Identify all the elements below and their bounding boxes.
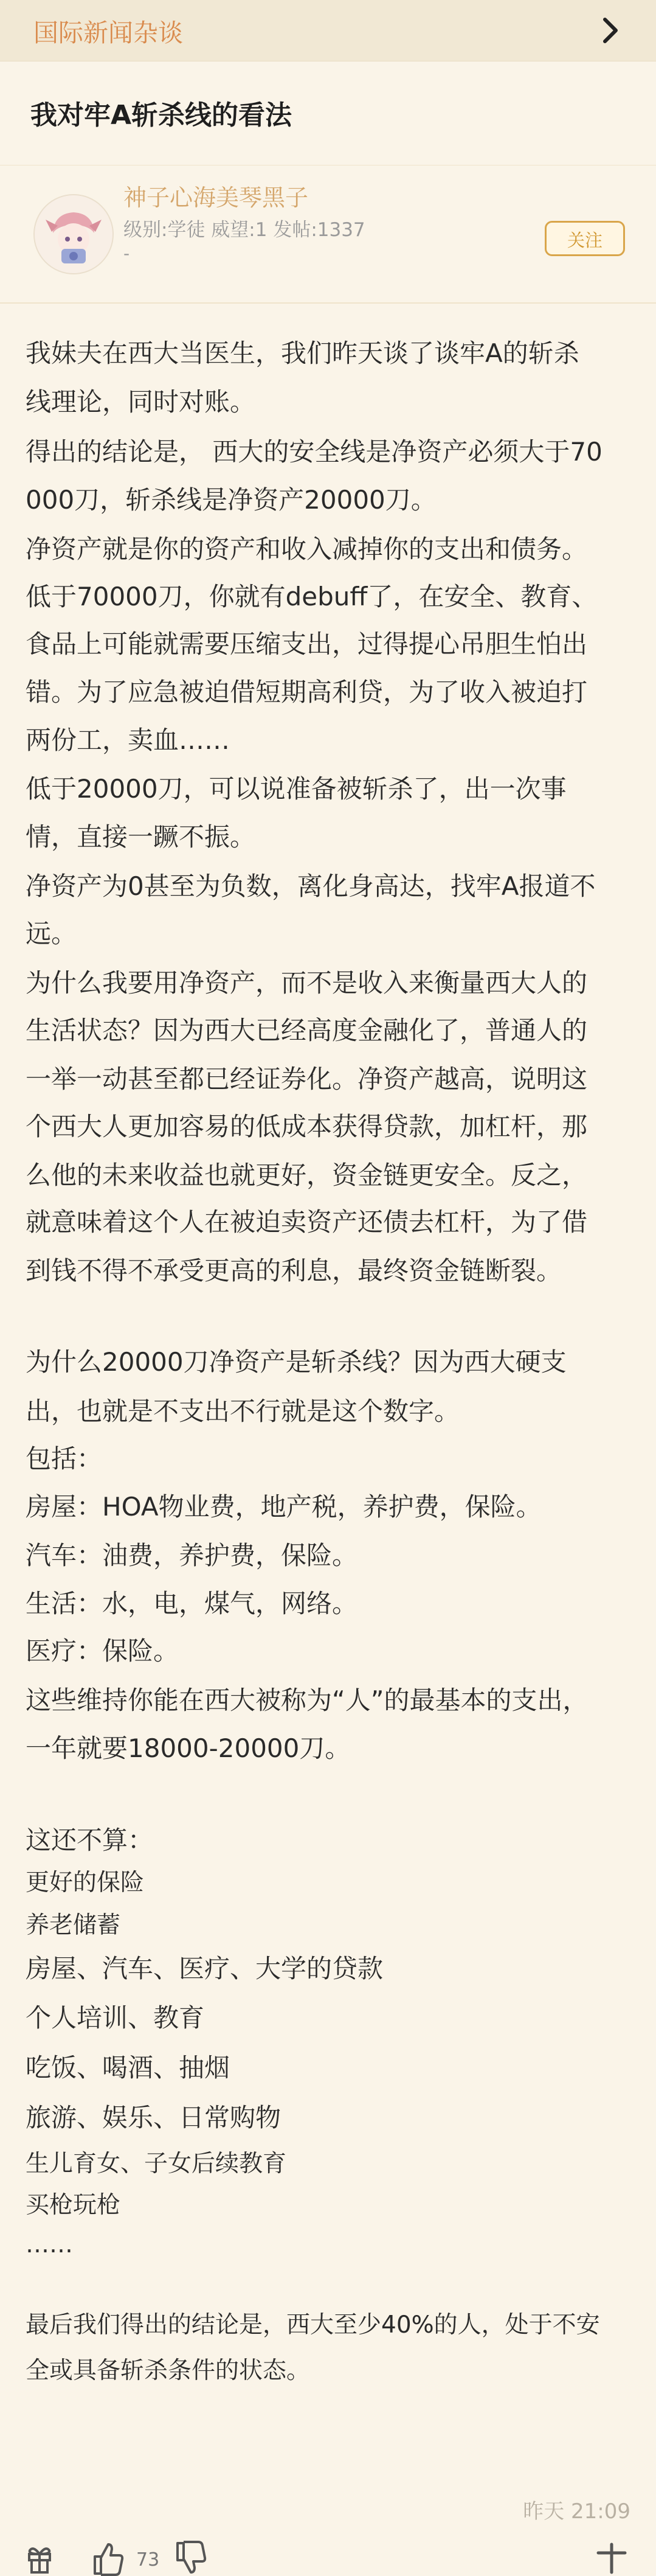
body-line: …… — [26, 2231, 73, 2258]
body-line: 全或具备斩杀条件的状态。 — [26, 2357, 311, 2384]
body-line: 一举一动甚至都已经证券化。净资产越高，说明这 — [26, 1064, 588, 1094]
body-line: 得出的结论是， 西大的安全线是净资产必须大于70 — [26, 437, 602, 467]
body-line: 错。为了应急被迫借短期高利贷，为了收入被迫打 — [26, 677, 588, 707]
body-line: 出，也就是不支出不行就是这个数字。 — [26, 1396, 460, 1426]
author-meta: 级别:学徒 威望:1 发帖:1337 — [123, 219, 365, 241]
body-line: 到钱不得不承受更高的利息，最终资金链断裂。 — [26, 1256, 562, 1286]
body-line: 情，直接一蹶不振。 — [26, 822, 256, 852]
like-count: 73 — [136, 2549, 160, 2571]
body-line: 低于70000刀，你就有debuff了，在安全、教育、 — [26, 582, 598, 611]
chevron-right-icon[interactable] — [598, 15, 624, 46]
body-line: 房屋：HOA物业费，地产税，养护费，保险。 — [26, 1492, 542, 1522]
avatar[interactable] — [33, 194, 114, 274]
post-title-bar — [0, 61, 656, 166]
body-line: 养老储蓄 — [26, 1912, 121, 1939]
body-line: 房屋、汽车、医疗、大学的贷款 — [26, 1954, 384, 1983]
body-line: 一年就要18000-20000刀。 — [26, 1733, 351, 1763]
body-line: 两份工，卖血…… — [26, 725, 230, 755]
more-icon[interactable] — [595, 2541, 629, 2576]
dislike-icon[interactable] — [174, 2541, 208, 2576]
body-line: 医疗：保险。 — [26, 1636, 179, 1666]
body-line: 么他的未来收益也就更好，资金链更安全。反之， — [26, 1160, 588, 1190]
body-line: 食品上可能就需要压缩支出，过得提心吊胆生怕出 — [26, 629, 588, 659]
body-line: 包括： — [26, 1444, 103, 1474]
author-signature: - — [123, 243, 130, 263]
body-line: 净资产为0甚至为负数，离化身高达，找牢A报道不 — [26, 871, 596, 901]
body-line: 汽车：油费，养护费，保险。 — [26, 1540, 358, 1570]
body-line: 为什么20000刀净资产是斩杀线？因为西大硬支 — [26, 1347, 567, 1377]
board-name[interactable]: 国际新闻杂谈 — [33, 18, 183, 47]
body-line: 净资产就是你的资产和收入减掉你的支出和债务。 — [26, 534, 588, 564]
post-timestamp: 昨天 21:09 — [523, 2499, 630, 2524]
body-line: 生活：水，电，煤气，网络。 — [26, 1589, 358, 1618]
top-nav-bar — [0, 0, 656, 61]
body-line: 我妹夫在西大当医生，我们昨天谈了谈牢A的斩杀 — [26, 338, 579, 368]
body-line: 旅游、娱乐、日常购物 — [26, 2103, 281, 2132]
body-line: 吃饭、喝酒、抽烟 — [26, 2053, 230, 2083]
body-line: 生活状态？因为西大已经高度金融化了，普通人的 — [26, 1015, 588, 1045]
avatar-image — [35, 195, 112, 273]
author-name[interactable]: 神子心海美琴黑子 — [123, 184, 309, 211]
body-line: 低于20000刀，可以说准备被斩杀了，出一次事 — [26, 774, 567, 804]
body-line: 为什么我要用净资产，而不是收入来衡量西大人的 — [26, 968, 588, 998]
body-line: 000刀，斩杀线是净资产20000刀。 — [26, 485, 437, 515]
body-line: 更好的保险 — [26, 1869, 145, 1896]
body-line: 最后我们得出的结论是，西大至少40%的人，处于不安 — [26, 2311, 600, 2339]
body-line: 线理论，同时对账。 — [26, 387, 256, 417]
post-title: 我对牢A斩杀线的看法 — [30, 100, 292, 131]
like-icon[interactable] — [91, 2541, 125, 2576]
body-line: 远。 — [26, 919, 77, 949]
reward-icon[interactable] — [23, 2541, 56, 2576]
body-line: 这还不算： — [26, 1825, 154, 1855]
body-line: 买枪玩枪 — [26, 2191, 121, 2219]
follow-button[interactable]: 关注 — [545, 221, 625, 256]
body-line: 生儿育女、子女后续教育 — [26, 2150, 287, 2177]
body-line: 就意味着这个人在被迫卖资产还债去杠杆，为了借 — [26, 1207, 588, 1237]
body-line: 这些维持你能在西大被称为“人”的最基本的支出， — [26, 1685, 589, 1715]
author-card — [0, 165, 656, 304]
body-line: 个西大人更加容易的低成本获得贷款，加杠杆，那 — [26, 1112, 588, 1141]
action-bar — [0, 2531, 656, 2576]
body-line: 个人培训、教育 — [26, 2003, 205, 2033]
